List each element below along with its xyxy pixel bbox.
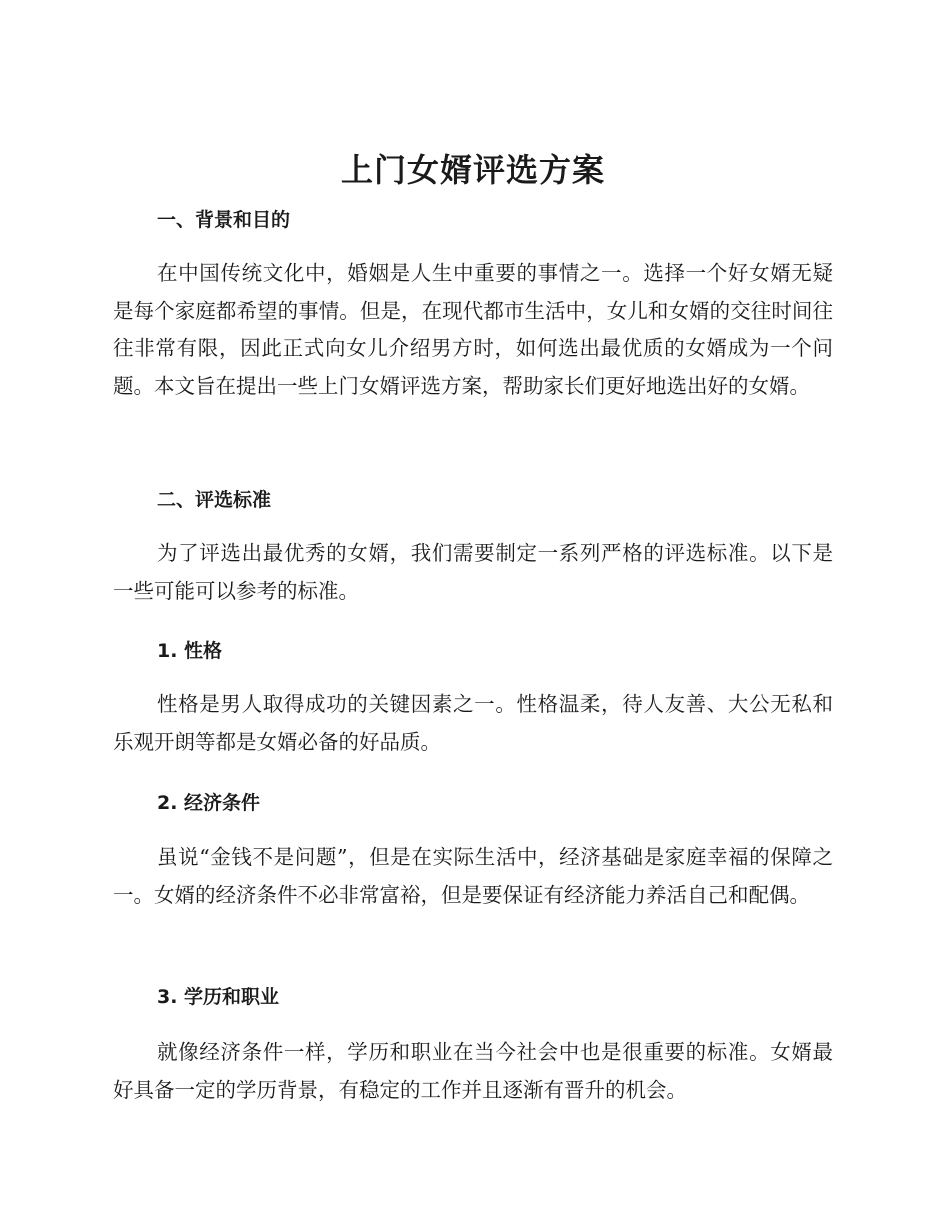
section-heading-personality: 1. 性格 — [157, 640, 223, 662]
document-title: 上门女婿评选方案 — [340, 151, 605, 189]
section-paragraph-economy: 虽说“金钱不是问题”，但是在实际生活中，经济基础是家庭幸福的保障之一。女婿的经济条件不必非常富裕，但是要保证有经济能力养活自己和配偶。 — [113, 845, 833, 907]
section-heading-education: 3. 学历和职业 — [157, 986, 280, 1008]
section-heading-economy: 2. 经济条件 — [157, 792, 261, 814]
section-paragraph-background: 在中国传统文化中，婚姻是人生中重要的事情之一。选择一个好女婿无疑是每个家庭都希望的事情。但是，在现代都市生活中，女儿和女婿的交往时间往往非常有限，因此正式向女儿介绍男方时，如何选出最优质的女婿成为一个问题。本文旨在提出一些上门女婿评选方案，帮助家长们更好地选出好的女婿。 — [113, 261, 833, 398]
section-paragraph-education: 就像经济条件一样，学历和职业在当今社会中也是很重要的标准。女婿最好具备一定的学历背景，有稳定的工作并且逐渐有晋升的机会。 — [113, 1040, 833, 1102]
section-paragraph-criteria: 为了评选出最优秀的女婿，我们需要制定一系列严格的评选标准。以下是一些可能可以参考的标准。 — [113, 541, 833, 603]
section-heading-background: 一、背景和目的 — [157, 209, 291, 231]
section-paragraph-personality: 性格是男人取得成功的关键因素之一。性格温柔，待人友善、大公无私和乐观开朗等都是女婿必备的好品质。 — [113, 692, 833, 754]
section-heading-criteria: 二、评选标准 — [157, 489, 272, 511]
